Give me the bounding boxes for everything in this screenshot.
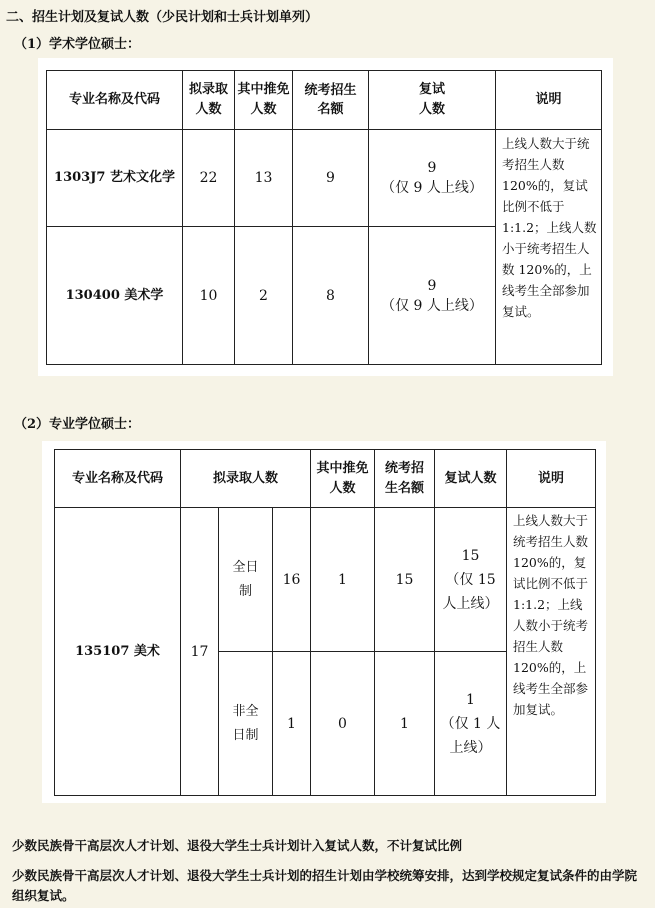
header-exempt: 其中推免人数 <box>311 450 375 508</box>
study-mode: 全日制 <box>219 508 273 652</box>
header-note: 说明 <box>496 71 602 130</box>
academic-table <box>46 70 602 365</box>
header-retest: 复试人数 <box>369 71 496 130</box>
retest-count: 1 （仅 1 人上线） <box>435 652 507 796</box>
header-note: 说明 <box>507 450 596 508</box>
exempt-count: 13 <box>235 130 293 227</box>
planned-count: 16 <box>273 508 311 652</box>
header-quota: 统考招生名额 <box>375 450 435 508</box>
table-row <box>47 130 602 227</box>
exempt-count: 1 <box>311 508 375 652</box>
quota-count: 8 <box>293 227 369 365</box>
major-name: 135107 美术 <box>55 508 181 796</box>
table-header-row <box>47 71 602 130</box>
professional-table <box>54 449 596 796</box>
planned-count: 1 <box>273 652 311 796</box>
note-cell: 上线人数大于统考招生人数120%的，复试比例不低于1:1.2；上线人数小于统考招生人数 120%的，上线考生全部参加复试。 <box>496 130 602 365</box>
professional-table-panel <box>42 441 606 803</box>
header-quota: 统考招生名额 <box>293 71 369 130</box>
planned-count: 22 <box>183 130 235 227</box>
quota-count: 15 <box>375 508 435 652</box>
exempt-count: 0 <box>311 652 375 796</box>
header-exempt: 其中推免人数 <box>235 71 293 130</box>
table-header-row <box>55 450 596 508</box>
footnote-1: 少数民族骨干高层次人才计划、退役大学生士兵计划计入复试人数，不计复试比例 <box>12 838 463 853</box>
major-name: 130400 美术学 <box>47 227 183 365</box>
planned-count: 10 <box>183 227 235 365</box>
section-title: 二、招生计划及复试人数（少民计划和士兵计划单列） <box>6 10 319 25</box>
quota-count: 1 <box>375 652 435 796</box>
major-name: 1303J7 艺术文化学 <box>47 130 183 227</box>
header-major: 专业名称及代码 <box>55 450 181 508</box>
retest-count: 9 （仅 9 人上线） <box>369 227 496 365</box>
header-planned: 拟录取人数 <box>181 450 311 508</box>
retest-count: 9 （仅 9 人上线） <box>369 130 496 227</box>
retest-count: 15 （仅 15 人上线） <box>435 508 507 652</box>
professional-subtitle: （2）专业学位硕士： <box>14 417 141 432</box>
note-cell: 上线人数大于统考招生人数 120%的，复试比例不低于1:1.2；上线人数小于统考招生人数120%的，上线考生全部参加复试。 <box>507 508 596 796</box>
study-mode: 非全日制 <box>219 652 273 796</box>
footnote-2: 少数民族骨干高层次人才计划、退役大学生士兵计划的招生计划由学校统筹安排，达到学校规定复试条件的由学院组织复试。 <box>12 868 638 903</box>
total-planned-count: 17 <box>181 508 219 796</box>
academic-table-panel <box>38 58 613 376</box>
exempt-count: 2 <box>235 227 293 365</box>
quota-count: 9 <box>293 130 369 227</box>
table-row <box>55 508 596 652</box>
header-retest: 复试人数 <box>435 450 507 508</box>
header-planned: 拟录取人数 <box>183 71 235 130</box>
academic-subtitle: （1）学术学位硕士： <box>14 37 141 52</box>
header-major: 专业名称及代码 <box>47 71 183 130</box>
